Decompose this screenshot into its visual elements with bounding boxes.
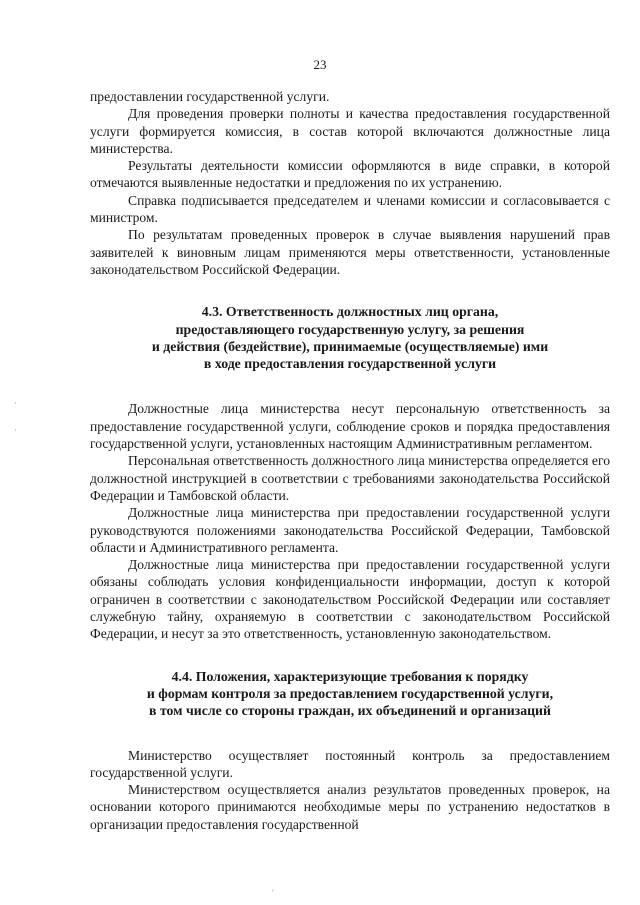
- scan-speck: ·: [14, 398, 17, 408]
- page-number: 23: [313, 57, 327, 72]
- paragraph: Министерство осуществляет постоянный контроль за предоставлением государственной услуги.: [90, 747, 610, 780]
- paragraph: Справка подписывается председателем и членами комиссии и согласовывается с министром.: [90, 192, 610, 226]
- heading-line: предоставляющего государственную услугу, за решения: [175, 321, 525, 337]
- heading-line: и действия (бездействие), принимаемые (осуществляемые) ими: [151, 338, 549, 354]
- heading-line: в ходе предоставления государственной услуги: [203, 356, 497, 372]
- paragraph: По результатам проведенных проверок в случае выявления нарушений прав заявителей к виновным лицам применяются меры ответственности, установленные законодательством Российской Федерации.: [90, 227, 610, 277]
- section-heading-4-3: [90, 303, 610, 372]
- heading-line: 4.3. Ответственность должностных лиц органа,: [201, 304, 499, 320]
- heading-line: и формам контроля за предоставлением государственной услуги,: [146, 685, 554, 701]
- section-heading-4-4: [90, 668, 610, 720]
- scan-speck: ·: [14, 425, 17, 435]
- document-body: [90, 88, 610, 833]
- scan-speck: ′: [272, 888, 274, 898]
- paragraph: Для проведения проверки полноты и качества предоставления государственной услуги формируется комиссия, в состав которой включаются должностные лица министерства.: [90, 106, 610, 156]
- paragraph-continuation: предоставлении государственной услуги.: [90, 89, 330, 104]
- paragraph: Должностные лица министерства при предоставлении государственной услуги обязаны соблюдать условия конфиденциальности информации, доступ к которой ограничен в соответствии с законодательством Российской Федерации или составляет служебную тайну, охраняемую в соответствии с законодательством Российской Федерации, и несут за это ответственность, установленную законодательством.: [90, 557, 610, 642]
- paragraph: Персональная ответственность должностного лица министерства определяется его должностной инструкцией в соответствии с требованиями законодательства Российской Федерации и Тамбовской области.: [90, 453, 610, 503]
- paragraph: Должностные лица министерства несут персональную ответственность за предоставление государственной услуги, соблюдение сроков и порядка предоставления государственной услуги, установленных настоящим Административным регламентом.: [90, 401, 610, 452]
- paragraph: Должностные лица министерства при предоставлении государственной услуги руководствуются положениями законодательства Российской Федерации, Тамбовской области и Административного регламента.: [90, 505, 610, 555]
- paragraph: Результаты деятельности комиссии оформляются в виде справки, в которой отмечаются выявленные недостатки и предложения по их устранению.: [90, 158, 610, 191]
- heading-line: в том числе со стороны граждан, их объединений и организаций: [149, 703, 551, 719]
- heading-line: 4.4. Положения, характеризующие требования к порядку: [171, 668, 529, 684]
- paragraph: Министерством осуществляется анализ результатов проведенных проверок, на основании которого принимаются необходимые меры по устранению недостатков в организации предоставления государственной: [90, 782, 610, 832]
